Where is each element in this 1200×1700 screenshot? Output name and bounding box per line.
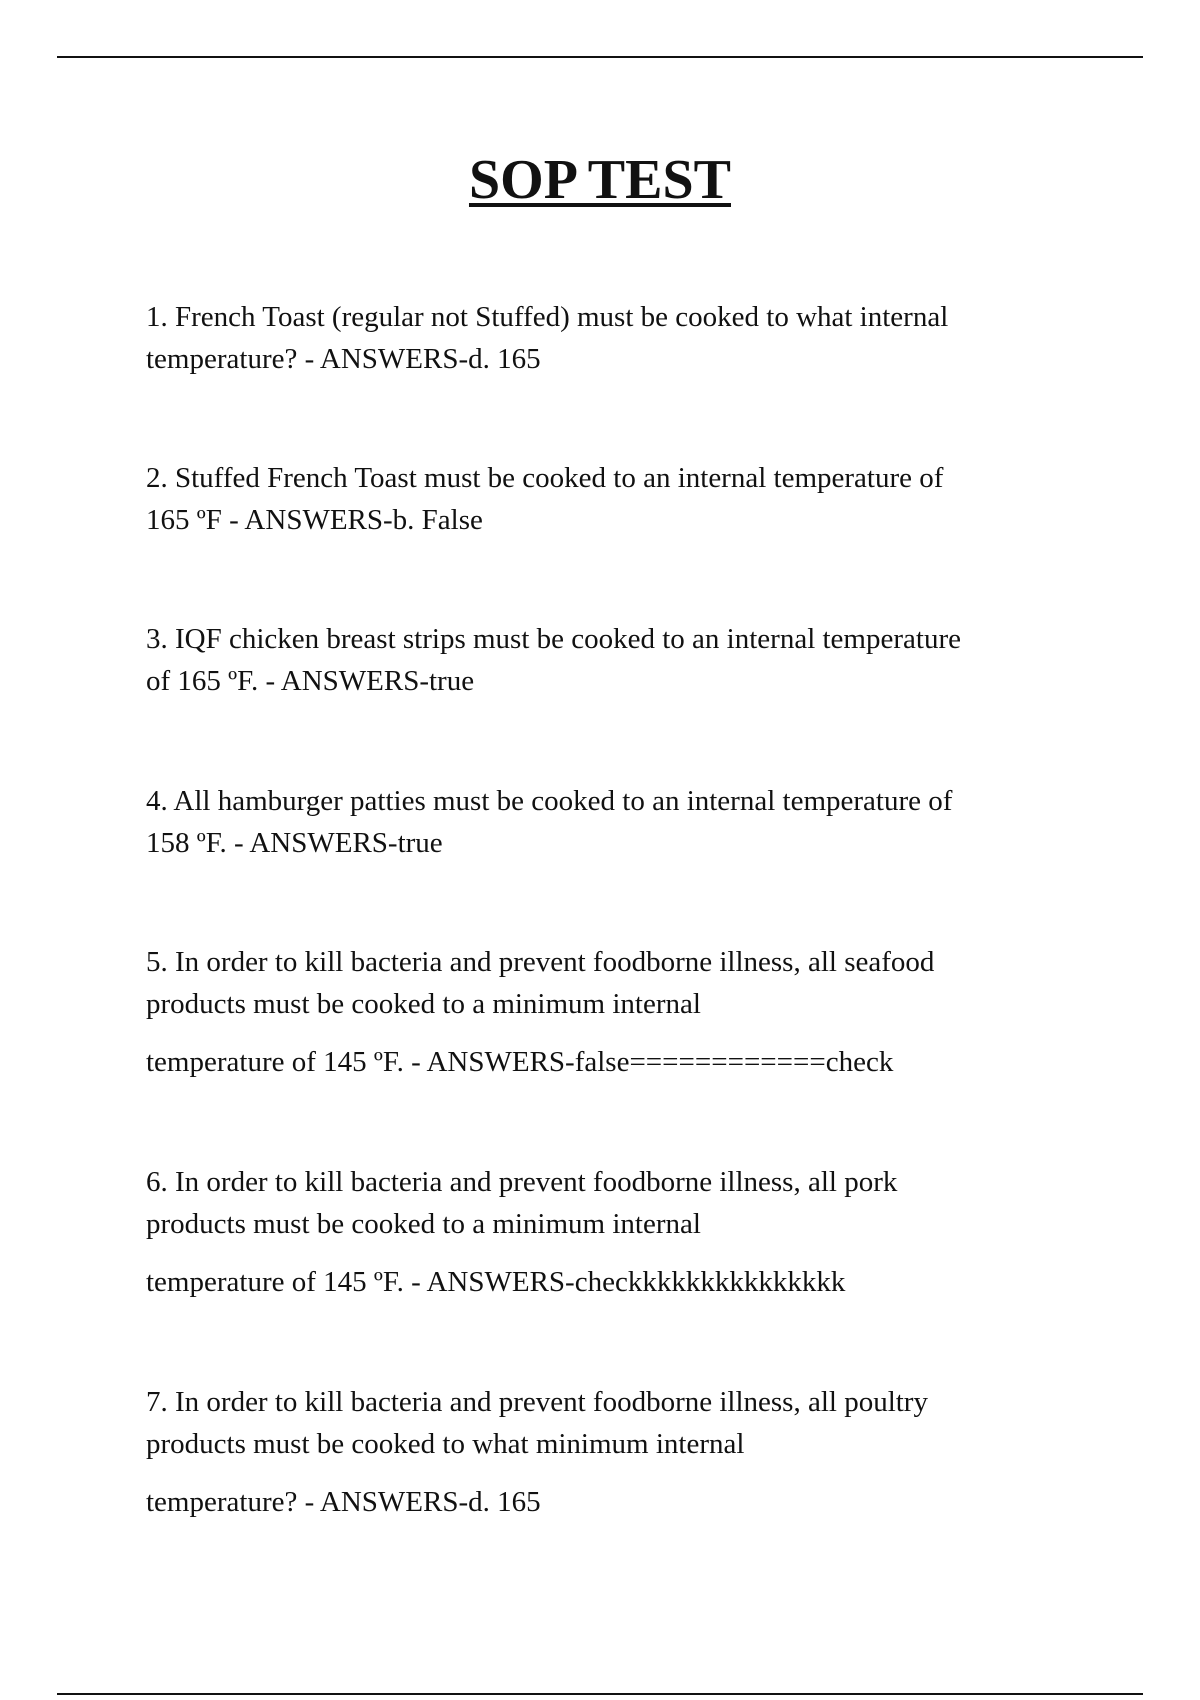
question-text: 7. In order to kill bacteria and prevent foodborne illness, all poultry xyxy=(146,1386,928,1418)
top-rule xyxy=(57,56,1143,58)
question-text: 2. Stuffed French Toast must be cooked to an internal temperature of xyxy=(146,462,944,494)
question-text: products must be cooked to a minimum internal xyxy=(146,1208,701,1240)
question-6 xyxy=(146,1161,1066,1303)
question-text: 3. IQF chicken breast strips must be cooked to an internal temperature xyxy=(146,623,961,655)
question-answer: temperature? - ANSWERS-d. 165 xyxy=(146,343,541,375)
question-3 xyxy=(146,618,1066,702)
question-text: 4. All hamburger patties must be cooked to an internal temperature of xyxy=(146,785,953,817)
question-4 xyxy=(146,780,1066,864)
question-answer: 165 ºF - ANSWERS-b. False xyxy=(146,504,483,536)
question-2 xyxy=(146,457,1066,541)
bottom-rule xyxy=(57,1693,1143,1695)
question-text: 5. In order to kill bacteria and prevent foodborne illness, all seafood xyxy=(146,946,935,978)
question-5 xyxy=(146,941,1066,1083)
question-1 xyxy=(146,296,1066,380)
question-7 xyxy=(146,1381,1066,1523)
question-answer: 158 ºF. - ANSWERS-true xyxy=(146,827,443,859)
question-text: 1. French Toast (regular not Stuffed) must be cooked to what internal xyxy=(146,301,949,333)
document-title: SOP TEST xyxy=(468,149,731,211)
question-answer: temperature? - ANSWERS-d. 165 xyxy=(146,1486,541,1518)
question-answer: of 165 ºF. - ANSWERS-true xyxy=(146,665,475,697)
question-answer: temperature of 145 ºF. - ANSWERS-checkkkkkkkkkkkkkkk xyxy=(146,1266,846,1298)
question-text: products must be cooked to what minimum internal xyxy=(146,1428,745,1460)
question-answer: temperature of 145 ºF. - ANSWERS-false============check xyxy=(146,1046,894,1078)
question-text: 6. In order to kill bacteria and prevent foodborne illness, all pork xyxy=(146,1166,898,1198)
question-text: products must be cooked to a minimum internal xyxy=(146,988,701,1020)
